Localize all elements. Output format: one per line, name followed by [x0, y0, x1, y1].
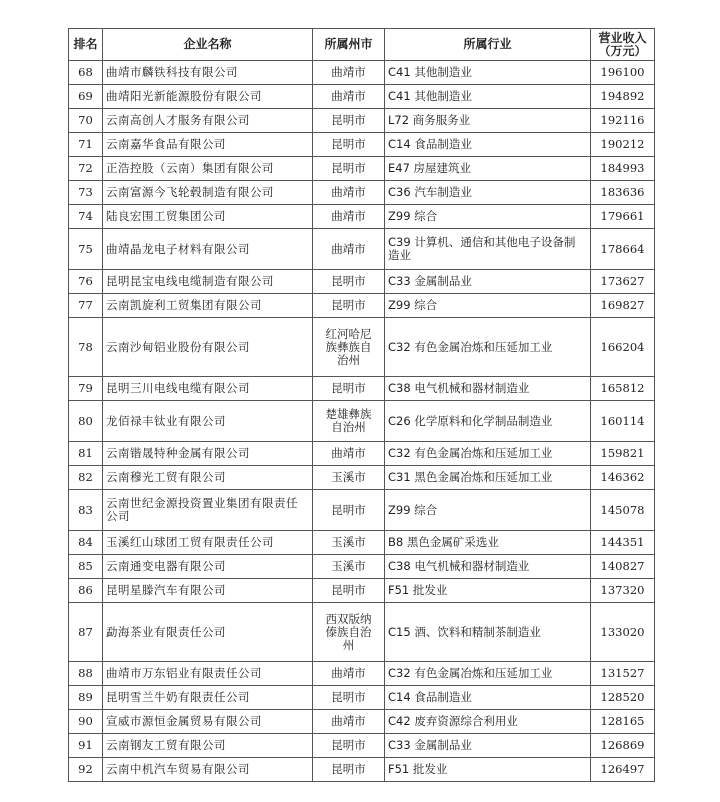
city-cell: 昆明市: [313, 490, 385, 531]
company-name-cell: 昆明昆宝电线电缆制造有限公司: [103, 270, 313, 294]
table-row: [69, 109, 655, 133]
city-cell: 昆明市: [313, 294, 385, 318]
table-row: [69, 579, 655, 603]
table-row: [69, 294, 655, 318]
city-cell: 昆明市: [313, 686, 385, 710]
revenue-cell: 126869: [591, 734, 655, 758]
city-cell: 曲靖市: [313, 662, 385, 686]
table-row: [69, 758, 655, 782]
revenue-cell: 179661: [591, 205, 655, 229]
rank-cell: 84: [69, 531, 103, 555]
table-row: [69, 603, 655, 662]
rank-cell: 79: [69, 377, 103, 401]
industry-cell: C38 电气机械和器材制造业: [385, 555, 591, 579]
industry-cell: C41 其他制造业: [385, 85, 591, 109]
industry-cell: Z99 综合: [385, 294, 591, 318]
rank-cell: 83: [69, 490, 103, 531]
city-cell: 昆明市: [313, 734, 385, 758]
table-row: [69, 401, 655, 442]
revenue-cell: 190212: [591, 133, 655, 157]
company-name-cell: 云南锴晟特种金属有限公司: [103, 442, 313, 466]
city-cell: 曲靖市: [313, 181, 385, 205]
city-cell: 西双版纳 傣族自治 州: [313, 603, 385, 662]
city-cell: 曲靖市: [313, 710, 385, 734]
table-row: [69, 686, 655, 710]
city-cell: 玉溪市: [313, 466, 385, 490]
rank-cell: 68: [69, 61, 103, 85]
rank-cell: 72: [69, 157, 103, 181]
city-cell: 玉溪市: [313, 555, 385, 579]
revenue-cell: 194892: [591, 85, 655, 109]
industry-cell: B8 黑色金属矿采选业: [385, 531, 591, 555]
revenue-cell: 192116: [591, 109, 655, 133]
table-row: [69, 61, 655, 85]
company-name-cell: 云南穆光工贸有限公司: [103, 466, 313, 490]
revenue-cell: 146362: [591, 466, 655, 490]
industry-cell: C38 电气机械和器材制造业: [385, 377, 591, 401]
revenue-cell: 140827: [591, 555, 655, 579]
industry-cell: C32 有色金属冶炼和压延加工业: [385, 662, 591, 686]
rank-cell: 69: [69, 85, 103, 109]
revenue-cell: 137320: [591, 579, 655, 603]
company-name-cell: 龙佰禄丰钛业有限公司: [103, 401, 313, 442]
industry-cell: L72 商务服务业: [385, 109, 591, 133]
table-row: [69, 229, 655, 270]
revenue-cell: 131527: [591, 662, 655, 686]
rank-cell: 71: [69, 133, 103, 157]
rank-cell: 82: [69, 466, 103, 490]
rank-cell: 78: [69, 318, 103, 377]
company-name-cell: 云南中机汽车贸易有限公司: [103, 758, 313, 782]
table-row: [69, 133, 655, 157]
header-industry: 所属行业: [385, 29, 591, 61]
revenue-cell: 159821: [591, 442, 655, 466]
revenue-cell: 145078: [591, 490, 655, 531]
company-name-cell: 云南世纪金源投资置业集团有限责任 公司: [103, 490, 313, 531]
industry-cell: C26 化学原料和化学制品制造业: [385, 401, 591, 442]
city-cell: 玉溪市: [313, 531, 385, 555]
rank-cell: 90: [69, 710, 103, 734]
company-name-cell: 玉溪红山球团工贸有限责任公司: [103, 531, 313, 555]
industry-cell: E47 房屋建筑业: [385, 157, 591, 181]
industry-cell: C33 金属制品业: [385, 270, 591, 294]
company-name-cell: 宣威市源恒金属贸易有限公司: [103, 710, 313, 734]
revenue-cell: 178664: [591, 229, 655, 270]
city-cell: 红河哈尼 族彝族自 治州: [313, 318, 385, 377]
city-cell: 昆明市: [313, 109, 385, 133]
city-cell: 曲靖市: [313, 61, 385, 85]
rank-cell: 92: [69, 758, 103, 782]
revenue-cell: 196100: [591, 61, 655, 85]
city-cell: 昆明市: [313, 377, 385, 401]
industry-cell: F51 批发业: [385, 758, 591, 782]
city-cell: 曲靖市: [313, 442, 385, 466]
company-name-cell: 云南富源今飞轮毂制造有限公司: [103, 181, 313, 205]
company-name-cell: 云南嘉华食品有限公司: [103, 133, 313, 157]
rank-cell: 76: [69, 270, 103, 294]
table-row: [69, 466, 655, 490]
company-name-cell: 云南高创人才服务有限公司: [103, 109, 313, 133]
company-name-cell: 昆明三川电线电缆有限公司: [103, 377, 313, 401]
company-name-cell: 正浩控股（云南）集团有限公司: [103, 157, 313, 181]
table-row: [69, 662, 655, 686]
revenue-cell: 144351: [591, 531, 655, 555]
table-header-row: [69, 29, 655, 61]
table-row: [69, 531, 655, 555]
city-cell: 曲靖市: [313, 205, 385, 229]
company-name-cell: 昆明雪兰牛奶有限责任公司: [103, 686, 313, 710]
revenue-cell: 173627: [591, 270, 655, 294]
revenue-cell: 165812: [591, 377, 655, 401]
company-name-cell: 昆明星滕汽车有限公司: [103, 579, 313, 603]
company-name-cell: 云南沙甸铝业股份有限公司: [103, 318, 313, 377]
city-cell: 昆明市: [313, 758, 385, 782]
city-cell: 楚雄彝族 自治州: [313, 401, 385, 442]
revenue-cell: 183636: [591, 181, 655, 205]
rank-cell: 80: [69, 401, 103, 442]
table-row: [69, 442, 655, 466]
rank-cell: 73: [69, 181, 103, 205]
revenue-cell: 128165: [591, 710, 655, 734]
company-name-cell: 曲靖市万东铝业有限责任公司: [103, 662, 313, 686]
company-name-cell: 曲靖市麟铁科技有限公司: [103, 61, 313, 85]
revenue-cell: 166204: [591, 318, 655, 377]
rank-cell: 75: [69, 229, 103, 270]
table-row: [69, 555, 655, 579]
enterprise-ranking-table: [68, 28, 655, 782]
table-row: [69, 270, 655, 294]
table-row: [69, 181, 655, 205]
city-cell: 昆明市: [313, 133, 385, 157]
company-name-cell: 云南通变电器有限公司: [103, 555, 313, 579]
header-company-name: 企业名称: [103, 29, 313, 61]
rank-cell: 91: [69, 734, 103, 758]
rank-cell: 70: [69, 109, 103, 133]
industry-cell: Z99 综合: [385, 490, 591, 531]
company-name-cell: 云南凯旋利工贸集团有限公司: [103, 294, 313, 318]
table-row: [69, 85, 655, 109]
rank-cell: 85: [69, 555, 103, 579]
industry-cell: C14 食品制造业: [385, 686, 591, 710]
table-row: [69, 318, 655, 377]
industry-cell: C15 酒、饮料和精制茶制造业: [385, 603, 591, 662]
rank-cell: 81: [69, 442, 103, 466]
company-name-cell: 曲靖晶龙电子材料有限公司: [103, 229, 313, 270]
company-name-cell: 曲靖阳光新能源股份有限公司: [103, 85, 313, 109]
rank-cell: 89: [69, 686, 103, 710]
rank-cell: 88: [69, 662, 103, 686]
industry-cell: C32 有色金属冶炼和压延加工业: [385, 442, 591, 466]
industry-cell: C32 有色金属冶炼和压延加工业: [385, 318, 591, 377]
table-row: [69, 490, 655, 531]
city-cell: 曲靖市: [313, 229, 385, 270]
rank-cell: 87: [69, 603, 103, 662]
revenue-cell: 160114: [591, 401, 655, 442]
header-rank: 排名: [69, 29, 103, 61]
rank-cell: 74: [69, 205, 103, 229]
city-cell: 昆明市: [313, 579, 385, 603]
rank-cell: 86: [69, 579, 103, 603]
rank-cell: 77: [69, 294, 103, 318]
revenue-cell: 128520: [591, 686, 655, 710]
company-name-cell: 陆良宏围工贸集团公司: [103, 205, 313, 229]
city-cell: 昆明市: [313, 157, 385, 181]
revenue-cell: 133020: [591, 603, 655, 662]
header-revenue: 营业收入 （万元）: [591, 29, 655, 61]
company-name-cell: 云南钢友工贸有限公司: [103, 734, 313, 758]
revenue-cell: 126497: [591, 758, 655, 782]
table-row: [69, 710, 655, 734]
industry-cell: C31 黑色金属冶炼和压延加工业: [385, 466, 591, 490]
industry-cell: C42 废弃资源综合利用业: [385, 710, 591, 734]
table-row: [69, 157, 655, 181]
revenue-cell: 184993: [591, 157, 655, 181]
industry-cell: C39 计算机、通信和其他电子设备制 造业: [385, 229, 591, 270]
company-name-cell: 勐海茶业有限责任公司: [103, 603, 313, 662]
header-city: 所属州市: [313, 29, 385, 61]
table-body: [69, 61, 655, 782]
city-cell: 昆明市: [313, 270, 385, 294]
table-row: [69, 734, 655, 758]
industry-cell: C36 汽车制造业: [385, 181, 591, 205]
industry-cell: C14 食品制造业: [385, 133, 591, 157]
industry-cell: C41 其他制造业: [385, 61, 591, 85]
industry-cell: C33 金属制品业: [385, 734, 591, 758]
industry-cell: Z99 综合: [385, 205, 591, 229]
table-row: [69, 377, 655, 401]
industry-cell: F51 批发业: [385, 579, 591, 603]
city-cell: 曲靖市: [313, 85, 385, 109]
table-row: [69, 205, 655, 229]
revenue-cell: 169827: [591, 294, 655, 318]
